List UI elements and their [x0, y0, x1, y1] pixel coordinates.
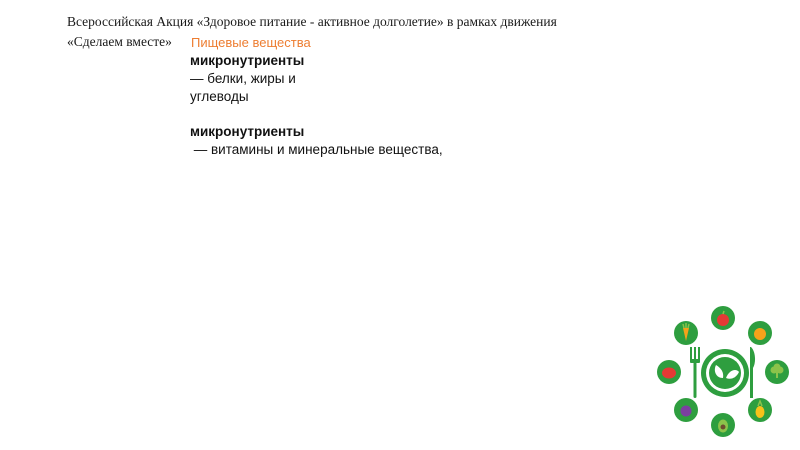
apple-icon: [717, 314, 729, 326]
knife-icon: [750, 347, 755, 398]
grape-icon: [681, 406, 692, 417]
header-line-2: «Сделаем вместе»: [67, 34, 172, 49]
macronutrients-desc-line-2: углеводы: [190, 89, 249, 104]
macronutrients-desc-line-1: — белки, жиры и: [190, 71, 296, 86]
section-title: Пищевые вещества: [191, 35, 311, 50]
pineapple-icon: [756, 406, 765, 418]
micronutrients-desc: — витамины и минеральные вещества,: [190, 142, 443, 157]
fork-icon: [690, 347, 700, 398]
micronutrients-label: микронутриенты: [190, 124, 305, 139]
tomato-icon: [662, 368, 676, 379]
macronutrients-label: микронутриенты: [190, 53, 305, 68]
healthy-plate-logo-icon: [650, 300, 795, 442]
header-line-1: Всероссийская Акция «Здоровое питание - активное долголетие» в рамках движения: [67, 14, 557, 29]
orange-icon: [754, 328, 766, 340]
